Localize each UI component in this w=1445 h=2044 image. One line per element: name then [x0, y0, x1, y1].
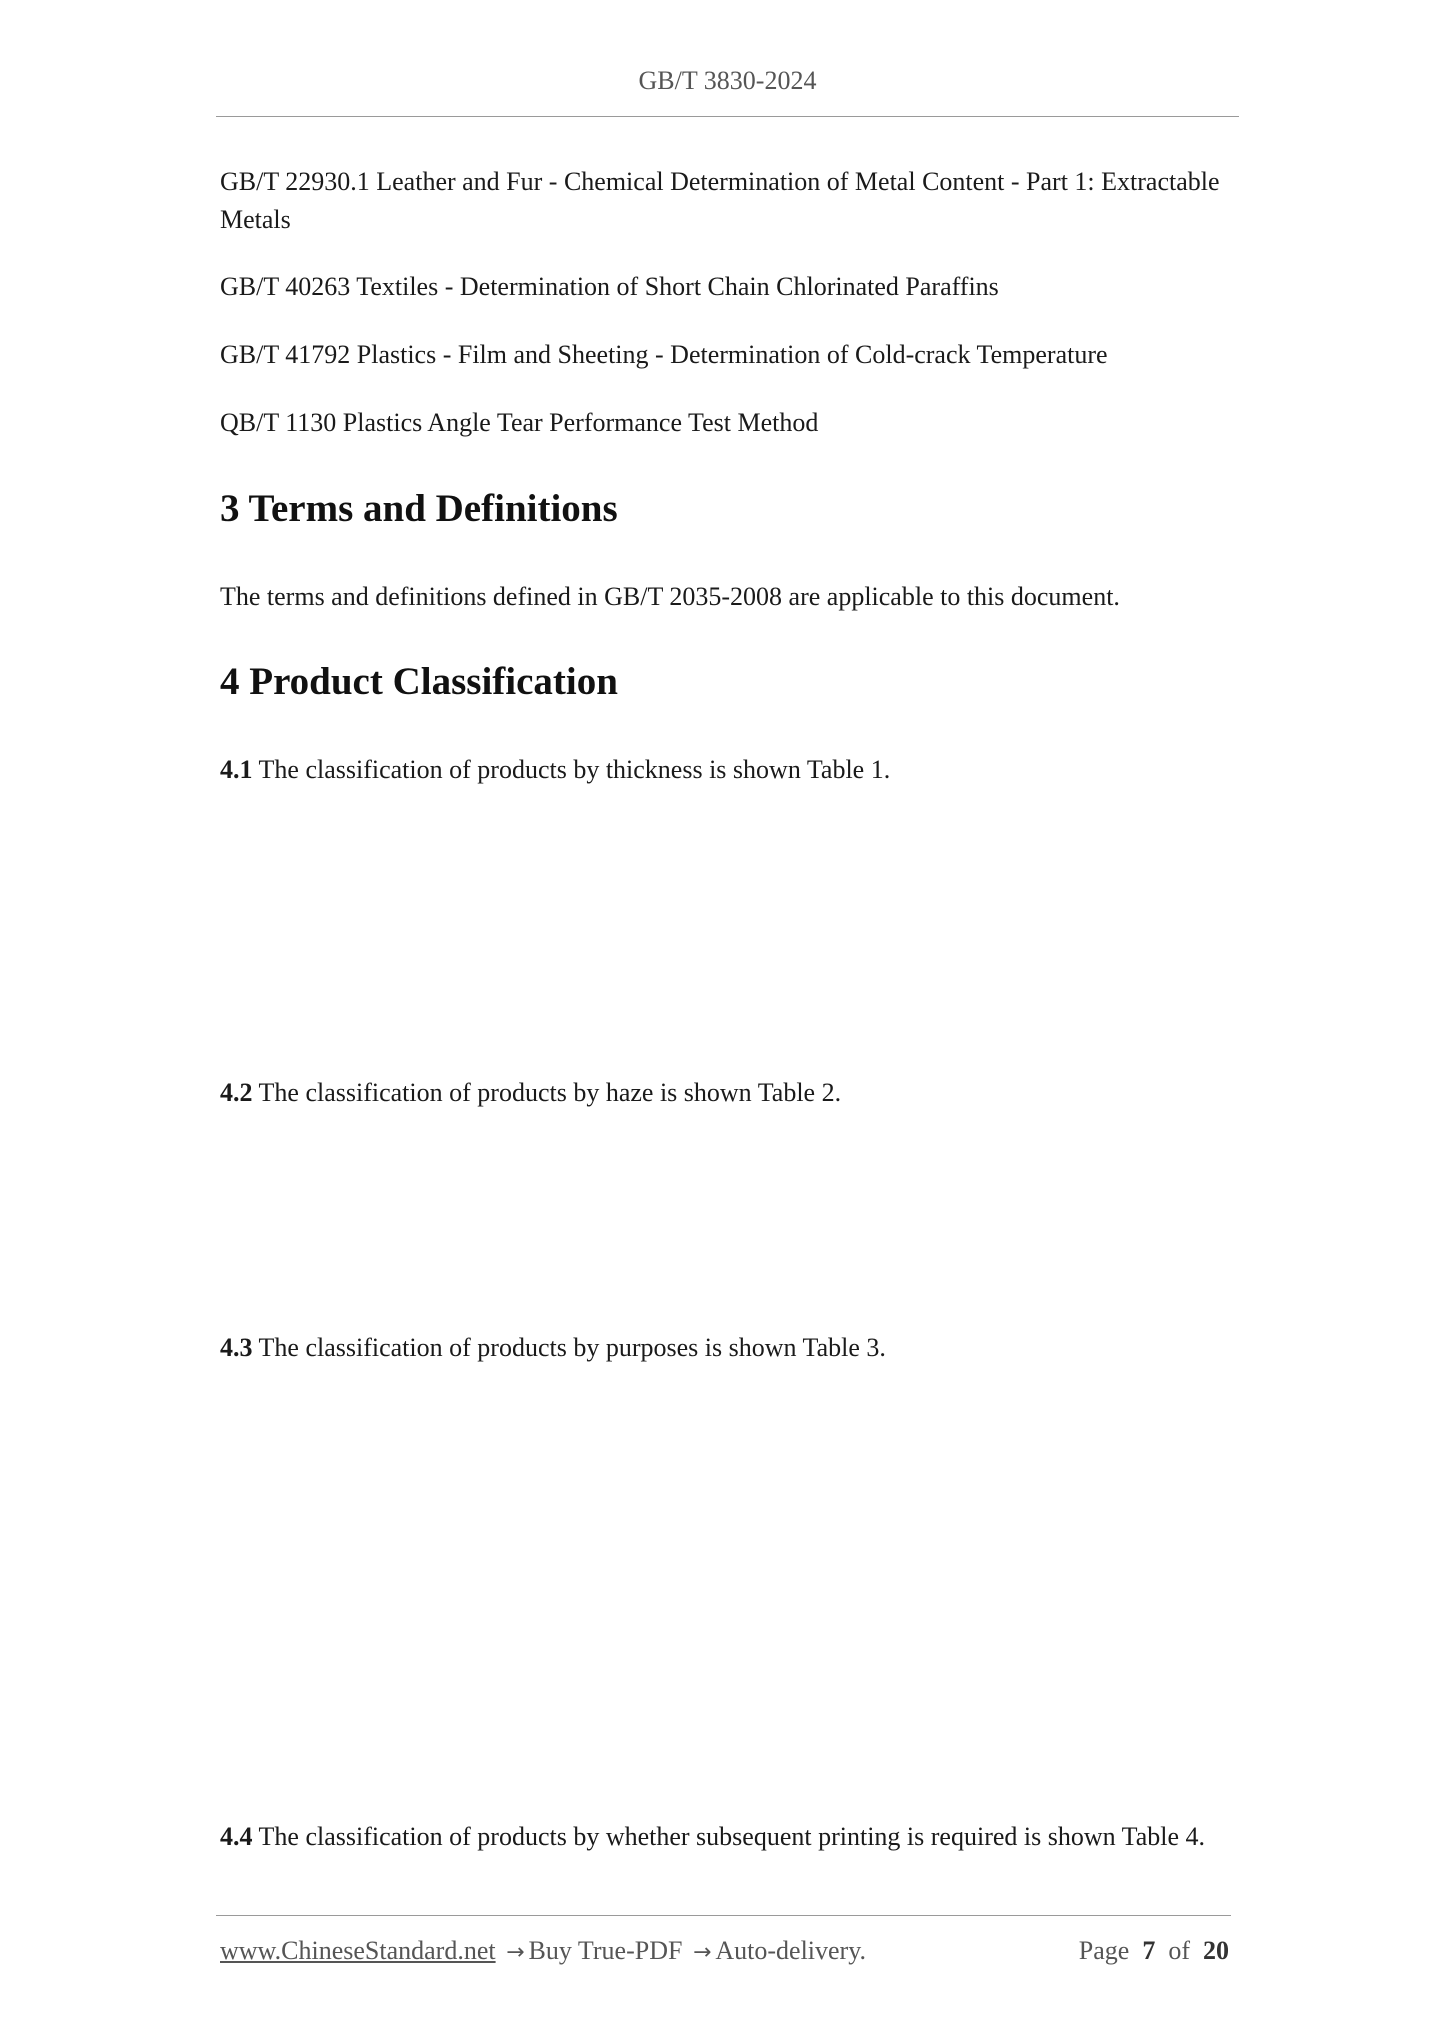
clause-4-2	[220, 1074, 1240, 1112]
section-4-heading: 4 Product Classification	[220, 660, 618, 703]
clause-4-3-text: The classification of products by purposes is shown Table 3.	[252, 1333, 886, 1362]
of-word: of	[1168, 1936, 1190, 1965]
arrow-right-icon: →	[692, 1940, 712, 1965]
footer-divider	[216, 1915, 1231, 1916]
clause-4-4	[220, 1818, 1240, 1856]
clause-4-4-number: 4.4	[220, 1822, 253, 1851]
clause-4-2-text: The classification of products by haze is shown Table 2.	[252, 1078, 842, 1107]
site-link[interactable]: www.ChineseStandard.net	[220, 1936, 496, 1965]
clause-4-1	[220, 751, 1240, 789]
current-page-number: 7	[1142, 1936, 1156, 1965]
clause-4-4-text: The classification of products by whether subsequent printing is required is shown Table 4.	[252, 1822, 1206, 1851]
header-divider	[216, 116, 1239, 117]
page-indicator	[1079, 1936, 1229, 1966]
page-header-title: GB/T 3830-2024	[638, 66, 817, 95]
clause-4-3	[220, 1329, 1240, 1367]
clause-4-1-text: The classification of products by thickness is shown Table 1.	[252, 755, 891, 784]
clause-4-2-number: 4.2	[220, 1078, 253, 1107]
footer-promo	[220, 1936, 866, 1966]
section-3-text: The terms and definitions defined in GB/T 2035-2008 are applicable to this document.	[220, 582, 1120, 611]
clause-4-1-number: 4.1	[220, 755, 253, 784]
buy-true-pdf-text: Buy True-PDF	[528, 1936, 683, 1965]
arrow-right-icon: →	[506, 1940, 525, 1965]
total-pages-number: 20	[1203, 1936, 1229, 1965]
auto-delivery-text: Auto-delivery.	[715, 1936, 867, 1965]
page-word: Page	[1078, 1936, 1130, 1965]
section-3-heading: 3 Terms and Definitions	[220, 487, 618, 530]
reference-gbt-41792: GB/T 41792 Plastics - Film and Sheeting - Determination of Cold-crack Temperature	[220, 340, 1108, 369]
reference-gbt-22930-1: GB/T 22930.1 Leather and Fur - Chemical Determination of Metal Content - Part 1: Extractable Metals	[220, 167, 1220, 234]
reference-gbt-40263: GB/T 40263 Textiles - Determination of Short Chain Chlorinated Paraffins	[220, 272, 999, 301]
clause-4-3-number: 4.3	[220, 1333, 253, 1362]
reference-qbt-1130: QB/T 1130 Plastics Angle Tear Performance Test Method	[220, 408, 819, 437]
